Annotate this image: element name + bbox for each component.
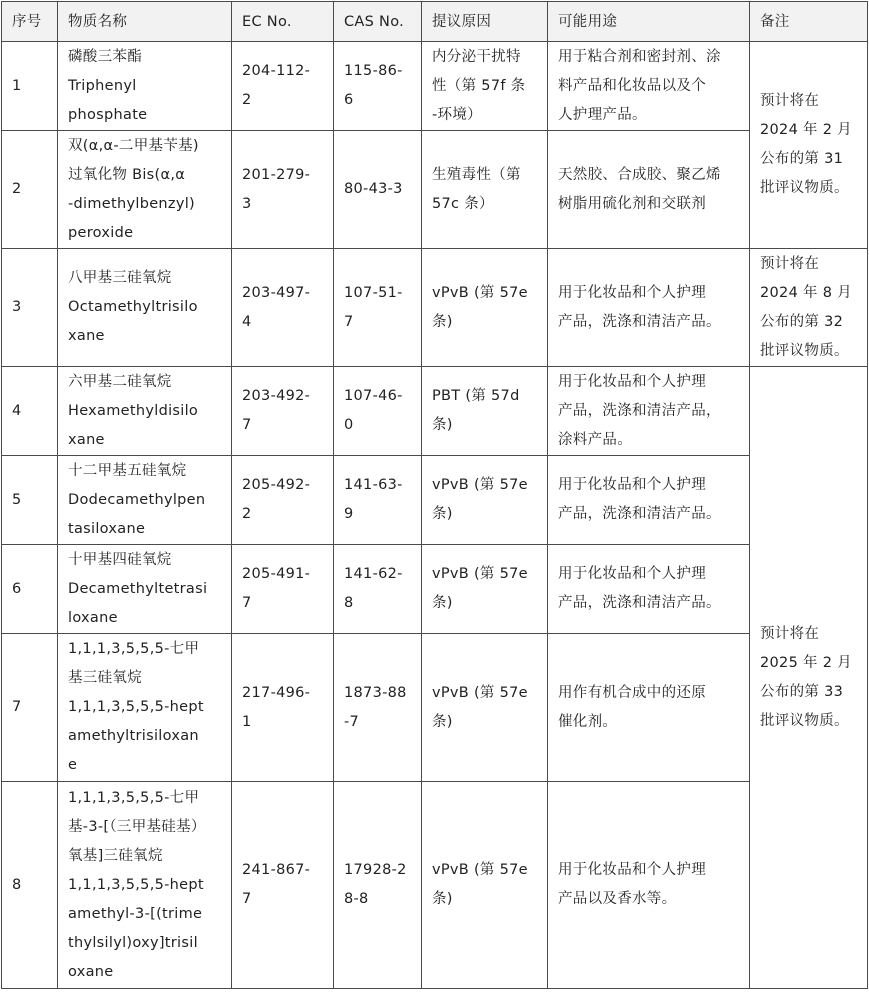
- cell-reason: vPvB (第 57e 条): [422, 634, 548, 782]
- header-substance-name: 物质名称: [58, 2, 232, 42]
- cell-index: 6: [2, 545, 58, 634]
- cell-substance-name: 磷酸三苯酯 Triphenyl phosphate: [58, 42, 232, 131]
- cell-ec-no: 205-492- 2: [232, 456, 334, 545]
- table-row: [2, 367, 868, 456]
- cell-ec-no: 203-497- 4: [232, 249, 334, 367]
- cell-remark: 预计将在 2024 年 2 月 公布的第 31 批评议物质。: [750, 42, 868, 249]
- header-ec-no: EC No.: [232, 2, 334, 42]
- table-row: [2, 634, 868, 782]
- cell-ec-no: 217-496- 1: [232, 634, 334, 782]
- header-row: [2, 2, 868, 42]
- cell-substance-name: 十甲基四硅氧烷 Decamethyltetrasi loxane: [58, 545, 232, 634]
- cell-reason: vPvB (第 57e 条): [422, 249, 548, 367]
- cell-ec-no: 201-279- 3: [232, 131, 334, 249]
- cell-cas-no: 80-43-3: [334, 131, 422, 249]
- cell-cas-no: 1873-88 -7: [334, 634, 422, 782]
- table-row: [2, 545, 868, 634]
- cell-reason: vPvB (第 57e 条): [422, 782, 548, 989]
- cell-substance-name: 1,1,1,3,5,5,5-七甲 基三硅氧烷 1,1,1,3,5,5,5-hept amethyltrisiloxan e: [58, 634, 232, 782]
- cell-substance-name: 八甲基三硅氧烷 Octamethyltrisilo xane: [58, 249, 232, 367]
- header-use: 可能用途: [548, 2, 750, 42]
- cell-index: 3: [2, 249, 58, 367]
- cell-use: 用于化妆品和个人护理 产品以及香水等。: [548, 782, 750, 989]
- table-row: [2, 782, 868, 989]
- cell-index: 4: [2, 367, 58, 456]
- cell-ec-no: 205-491- 7: [232, 545, 334, 634]
- cell-cas-no: 17928-2 8-8: [334, 782, 422, 989]
- header-cas-no: CAS No.: [334, 2, 422, 42]
- cell-use: 用于化妆品和个人护理 产品，洗涤和清洁产品。: [548, 456, 750, 545]
- cell-use: 天然胶、合成胶、聚乙烯 树脂用硫化剂和交联剂: [548, 131, 750, 249]
- cell-remark: 预计将在 2024 年 8 月 公布的第 32 批评议物质。: [750, 249, 868, 367]
- cell-reason: vPvB (第 57e 条): [422, 545, 548, 634]
- header-reason: 提议原因: [422, 2, 548, 42]
- header-index: 序号: [2, 2, 58, 42]
- cell-cas-no: 141-62- 8: [334, 545, 422, 634]
- cell-use: 用作有机合成中的还原 催化剂。: [548, 634, 750, 782]
- cell-reason: 生殖毒性（第 57c 条）: [422, 131, 548, 249]
- cell-cas-no: 107-51- 7: [334, 249, 422, 367]
- cell-ec-no: 241-867- 7: [232, 782, 334, 989]
- table-row: [2, 249, 868, 367]
- table-row: [2, 42, 868, 131]
- cell-use: 用于化妆品和个人护理 产品，洗涤和清洁产品。: [548, 545, 750, 634]
- cell-cas-no: 107-46- 0: [334, 367, 422, 456]
- cell-cas-no: 115-86- 6: [334, 42, 422, 131]
- cell-reason: vPvB (第 57e 条): [422, 456, 548, 545]
- cell-use: 用于粘合剂和密封剂、涂 料产品和化妆品以及个 人护理产品。: [548, 42, 750, 131]
- cell-index: 8: [2, 782, 58, 989]
- cell-ec-no: 204-112- 2: [232, 42, 334, 131]
- cell-substance-name: 双(α,α-二甲基苄基) 过氧化物 Bis(α,α -dimethylbenzyl) peroxide: [58, 131, 232, 249]
- cell-index: 1: [2, 42, 58, 131]
- cell-index: 7: [2, 634, 58, 782]
- cell-reason: 内分泌干扰特 性（第 57f 条 -环境）: [422, 42, 548, 131]
- cell-ec-no: 203-492- 7: [232, 367, 334, 456]
- cell-substance-name: 1,1,1,3,5,5,5-七甲 基-3-[（三甲基硅基） 氧基]三硅氧烷 1,1,1,3,5,5,5-hept amethyl-3-[(trime thylsilyl)oxy]trisil oxane: [58, 782, 232, 989]
- table-row: [2, 131, 868, 249]
- header-remark: 备注: [750, 2, 868, 42]
- table-row: [2, 456, 868, 545]
- cell-cas-no: 141-63- 9: [334, 456, 422, 545]
- cell-index: 2: [2, 131, 58, 249]
- cell-substance-name: 六甲基二硅氧烷 Hexamethyldisilo xane: [58, 367, 232, 456]
- cell-reason: PBT (第 57d 条): [422, 367, 548, 456]
- cell-remark: 预计将在 2025 年 2 月 公布的第 33 批评议物质。: [750, 367, 868, 989]
- cell-substance-name: 十二甲基五硅氧烷 Dodecamethylpen tasiloxane: [58, 456, 232, 545]
- cell-use: 用于化妆品和个人护理 产品，洗涤和清洁产品。: [548, 249, 750, 367]
- cell-use: 用于化妆品和个人护理 产品，洗涤和清洁产品， 涂料产品。: [548, 367, 750, 456]
- substance-table: [1, 1, 868, 989]
- cell-index: 5: [2, 456, 58, 545]
